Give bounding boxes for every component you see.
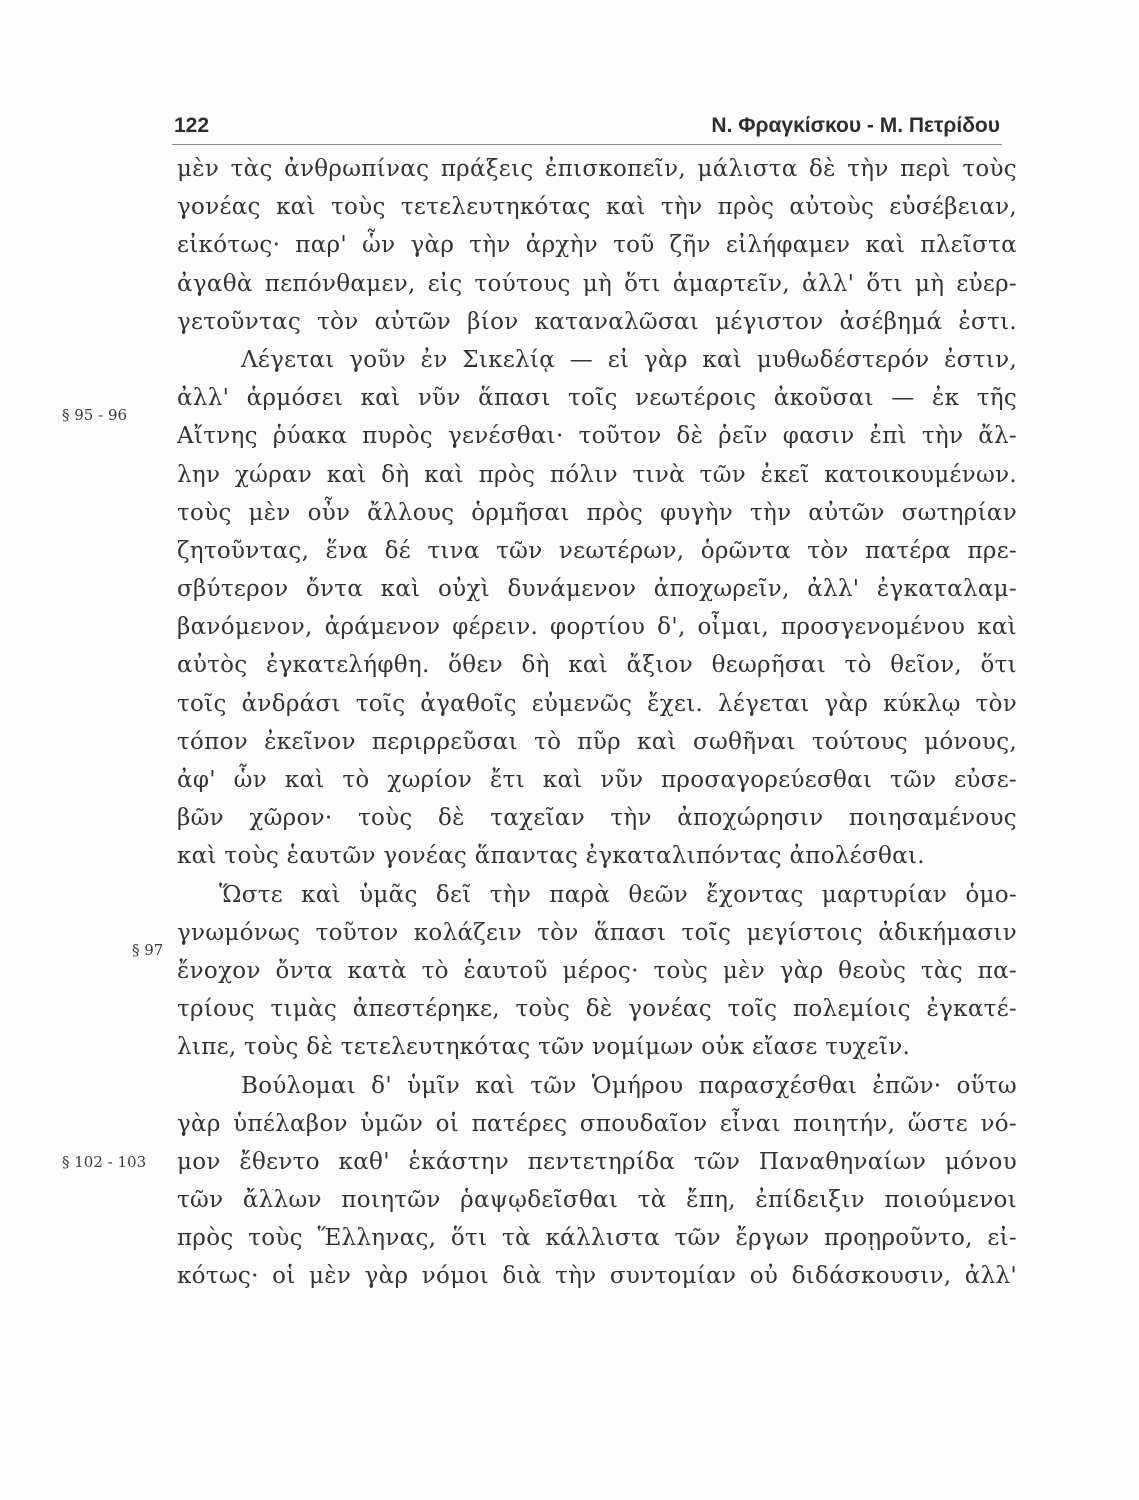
text-line: ἀλλ' ἁρμόσει καὶ νῦν ἅπασι τοῖς νεωτέροις ἀκοῦσαι — ἐκ τῆς [177, 385, 1017, 412]
paragraph-start-line: Βούλομαι δ' ὑμῖν καὶ τῶν Ὁμήρου παρασχέσθαι ἐπῶν· οὕτω [241, 1072, 1017, 1099]
text-line: βανόμενον, ἀράμενον φέρειν. φορτίου δ', οἶμαι, προσγενομένου καὶ [177, 614, 1017, 641]
page-header [172, 104, 1002, 145]
text-line: μὲν τὰς ἀνθρωπίνας πράξεις ἐπισκοπεῖν, μάλιστα δὲ τὴν περὶ τοὺς [177, 156, 1017, 182]
paragraph-start-line: Ὥστε καὶ ὑμᾶς δεῖ τὴν παρὰ θεῶν ἔχοντας μαρτυρίαν ὁμο- [219, 881, 1017, 908]
text-line: τῶν ἄλλων ποιητῶν ῥαψῳδεῖσθαι τὰ ἔπη, ἐπίδειξιν ποιούμενοι [177, 1187, 1017, 1214]
text-line: γνωμόνως τοῦτον κολάζειν τὸν ἅπασι τοῖς μεγίστοις ἀδικήμασιν [177, 919, 1017, 946]
text-line: σβύτερον ὄντα καὶ οὐχὶ δυνάμενον ἀποχωρεῖν, ἀλλ' ἐγκαταλαμ- [177, 576, 1017, 603]
text-line: κότως· οἱ μὲν γὰρ νόμοι διὰ τὴν συντομίαν οὐ διδάσκουσιν, ἀλλ' [177, 1263, 1017, 1290]
margin-note-section-97: § 97 [132, 941, 164, 959]
text-line: μον ἔθεντο καθ' ἑκάστην πεντετηρίδα τῶν Παναθηναίων μόνου [177, 1148, 1017, 1175]
body-text [177, 150, 1017, 1296]
paragraph-start-line: Λέγεται γοῦν ἐν Σικελίᾳ — εἰ γὰρ καὶ μυθωδέστερόν ἐστιν, [241, 346, 1017, 373]
margin-note-section-102-103: § 102 - 103 [62, 1153, 147, 1171]
text-line: γὰρ ὑπέλαβον ὑμῶν οἱ πατέρες σπουδαῖον εἶναι ποιητήν, ὥστε νό- [177, 1110, 1017, 1137]
text-line: λιπε, τοὺς δὲ τετελευτηκότας τῶν νομίμων οὐκ εἴασε τυχεῖν. [177, 1034, 911, 1061]
text-line: γετοῦντας τὸν αὐτῶν βίον καταναλῶσαι μέγιστον ἀσέβημά ἐστι. [177, 308, 1017, 335]
margin-note-section-95-96: § 95 - 96 [62, 406, 128, 424]
text-line: αὐτὸς ἐγκατελήφθη. ὅθεν δὴ καὶ ἄξιον θεωρῆσαι τὸ θεῖον, ὅτι [177, 652, 1017, 679]
text-line: πρὸς τοὺς Ἕλληνας, ὅτι τὰ κάλλιστα τῶν ἔργων προῃροῦντο, εἰ- [177, 1225, 1017, 1252]
page-number: 122 [174, 114, 210, 137]
text-line: τοῖς ἀνδράσι τοῖς ἀγαθοῖς εὐμενῶς ἔχει. λέγεται γὰρ κύκλῳ τὸν [177, 690, 1017, 717]
text-line: ἀγαθὰ πεπόνθαμεν, εἰς τούτους μὴ ὅτι ἁμαρτεῖν, ἀλλ' ὅτι μὴ εὐερ- [177, 270, 1017, 297]
text-line: Αἴτνης ῥύακα πυρὸς γενέσθαι· τοῦτον δὲ ῥεῖν φασιν ἐπὶ τὴν ἄλ- [177, 423, 1017, 450]
text-line: βῶν χῶρον· τοὺς δὲ ταχεῖαν τὴν ἀποχώρησιν ποιησαμένους [177, 805, 1017, 832]
text-line: καὶ τοὺς ἑαυτῶν γονέας ἅπαντας ἐγκαταλιπόντας ἀπολέσθαι. [177, 843, 925, 870]
text-line: εἰκότως· παρ' ὧν γὰρ τὴν ἀρχὴν τοῦ ζῆν εἰλήφαμεν καὶ πλεῖστα [177, 232, 1017, 259]
text-line: γονέας καὶ τοὺς τετελευτηκότας καὶ τὴν πρὸς αὐτοὺς εὐσέβειαν, [177, 194, 1017, 221]
text-line: ἀφ' ὧν καὶ τὸ χωρίον ἔτι καὶ νῦν προσαγορεύεσθαι τῶν εὐσε- [177, 767, 1017, 793]
text-line: τοὺς μὲν οὖν ἄλλους ὁρμῆσαι πρὸς φυγὴν τὴν αὐτῶν σωτηρίαν [177, 499, 1017, 526]
text-line: τρίους τιμὰς ἀπεστέρηκε, τοὺς δὲ γονέας τοῖς πολεμίοις ἐγκατέ- [177, 996, 1017, 1023]
text-line: ζητοῦντας, ἕνα δέ τινα τῶν νεωτέρων, ὁρῶντα τὸν πατέρα πρε- [177, 537, 1017, 564]
text-line: λην χώραν καὶ δὴ καὶ πρὸς πόλιν τινὰ τῶν ἐκεῖ κατοικουμένων. [177, 461, 1017, 488]
text-line: ἔνοχον ὄντα κατὰ τὸ ἑαυτοῦ μέρος· τοὺς μὲν γὰρ θεοὺς τὰς πα- [177, 957, 1017, 984]
running-title: Ν. Φραγκίσκου - Μ. Πετρίδου [711, 114, 1000, 137]
text-line: τόπον ἐκεῖνον περιρρεῦσαι τὸ πῦρ καὶ σωθῆναι τούτους μόνους, [177, 728, 1017, 755]
